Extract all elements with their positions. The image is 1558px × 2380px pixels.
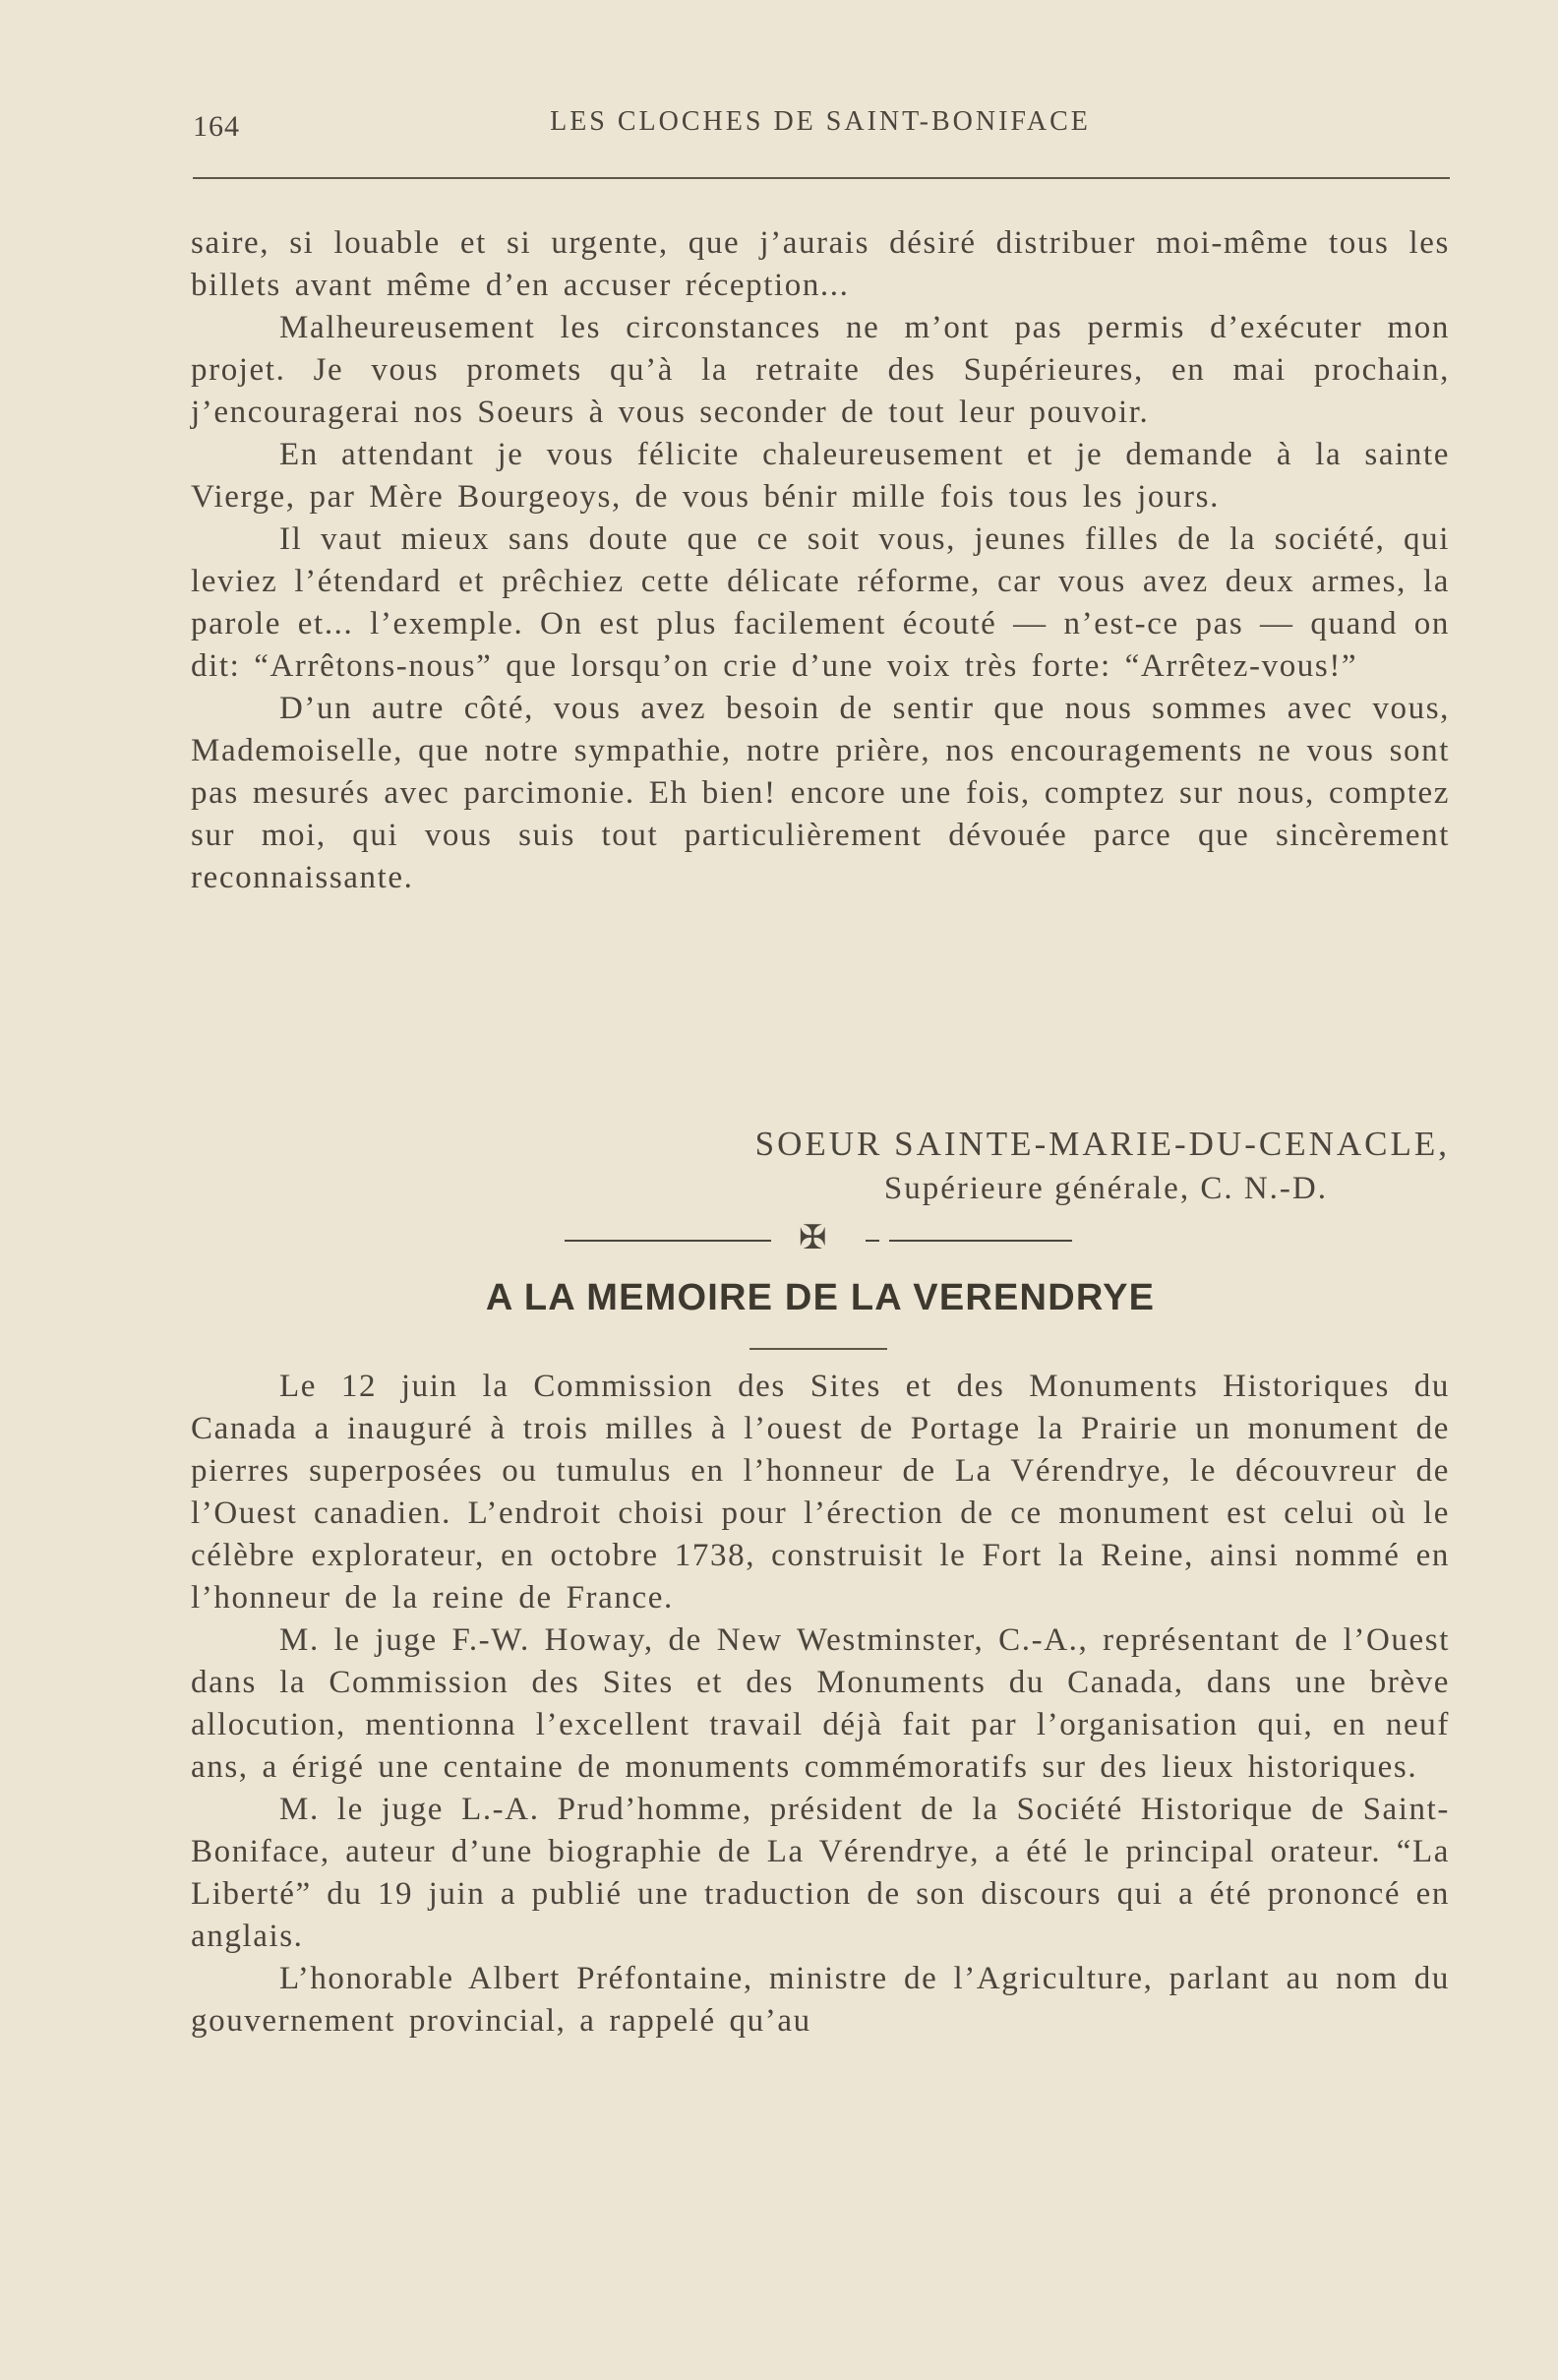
ornament-rule-left [565,1240,771,1242]
signature-role: Supérieure générale, C. N.-D. [883,1171,1328,1206]
letter-paragraph: D’un autre côté, vous avez besoin de sentir que nous sommes avec vous, Mademoiselle, que notre sympathie, notre prière, nos encouragements ne vous sont pas mesurés avec parcimonie. Eh bien! encore une fois, comptez sur nous, comptez sur moi, qui vous suis tout particulièrement dévouée parce que sincèrement reconnaissante. [191,691,1450,895]
ornament-rule-right [889,1240,1072,1242]
letter-body [191,222,1450,899]
ornament-dash [866,1240,879,1242]
letter-paragraph: Malheureusement les circonstances ne m’ont pas permis d’exécuter mon projet. Je vous promets qu’à la retraite des Supérieures, en mai prochain, j’encouragerai nos Soeurs à vous seconder de tout leur pouvoir. [191,310,1450,430]
letter-paragraph: saire, si louable et si urgente, que j’aurais désiré distribuer moi-même tous les billets avant même d’en accuser réception... [191,225,1450,303]
header-rule [193,177,1450,179]
page-number: 164 [193,110,240,143]
article-paragraph: L’honorable Albert Préfontaine, ministre de l’Agriculture, parlant au nom du gouvernement provincial, a rappelé qu’au [191,1961,1450,2039]
section-ornament [0,1220,1558,1256]
article-paragraph: M. le juge L.-A. Prud’homme, président de la Société Historique de Saint-Boniface, auteur d’une biographie de La Vérendrye, a été le principal orateur. “La Liberté” du 19 juin a publié une traduction de son discours qui a été prononcé en anglais. [191,1792,1450,1954]
title-rule [749,1348,887,1350]
article-title: A LA MEMOIRE DE LA VERENDRYE [485,1277,1156,1318]
running-head [193,98,1448,148]
maltese-cross-icon: ✠ [799,1220,827,1256]
letter-paragraph: En attendant je vous félicite chaleureusement et je demande à la sainte Vierge, par Mère Bourgeoys, de vous bénir mille fois tous les jours. [191,437,1450,515]
signature-name: SOEUR SAINTE-MARIE-DU-CENACLE, [754,1125,1450,1163]
running-title: LES CLOCHES DE SAINT-BONIFACE [550,106,1091,137]
letter-paragraph: Il vaut mieux sans doute que ce soit vous, jeunes filles de la société, qui leviez l’étendard et prêchiez cette délicate réforme, car vous avez deux armes, la parole et... l’exemple. On est plus facilement écouté — n’est-ce pas — quand on dit: “Arrêtons-nous” que lorsqu’on crie d’une voix très forte: “Arrêtez-vous!” [191,521,1450,684]
article-paragraph: Le 12 juin la Commission des Sites et des Monuments Historiques du Canada a inauguré à trois milles à l’ouest de Portage la Prairie un monument de pierres superposées ou tumulus en l’honneur de La Vérendrye, le découvreur de l’Ouest canadien. L’endroit choisi pour l’érection de ce monument est celui où le célèbre explorateur, en octobre 1738, construisit le Fort la Reine, ainsi nommé en l’honneur de la reine de France. [191,1369,1450,1616]
article-body [191,1366,1450,2043]
article-paragraph: M. le juge F.-W. Howay, de New Westminster, C.-A., représentant de l’Ouest dans la Commission des Sites et des Monuments du Canada, dans une brève allocution, mentionna l’excellent travail déjà fait par l’organisation qui, en neuf ans, a érigé une centaine de monuments commémoratifs sur des lieux historiques. [191,1622,1450,1785]
